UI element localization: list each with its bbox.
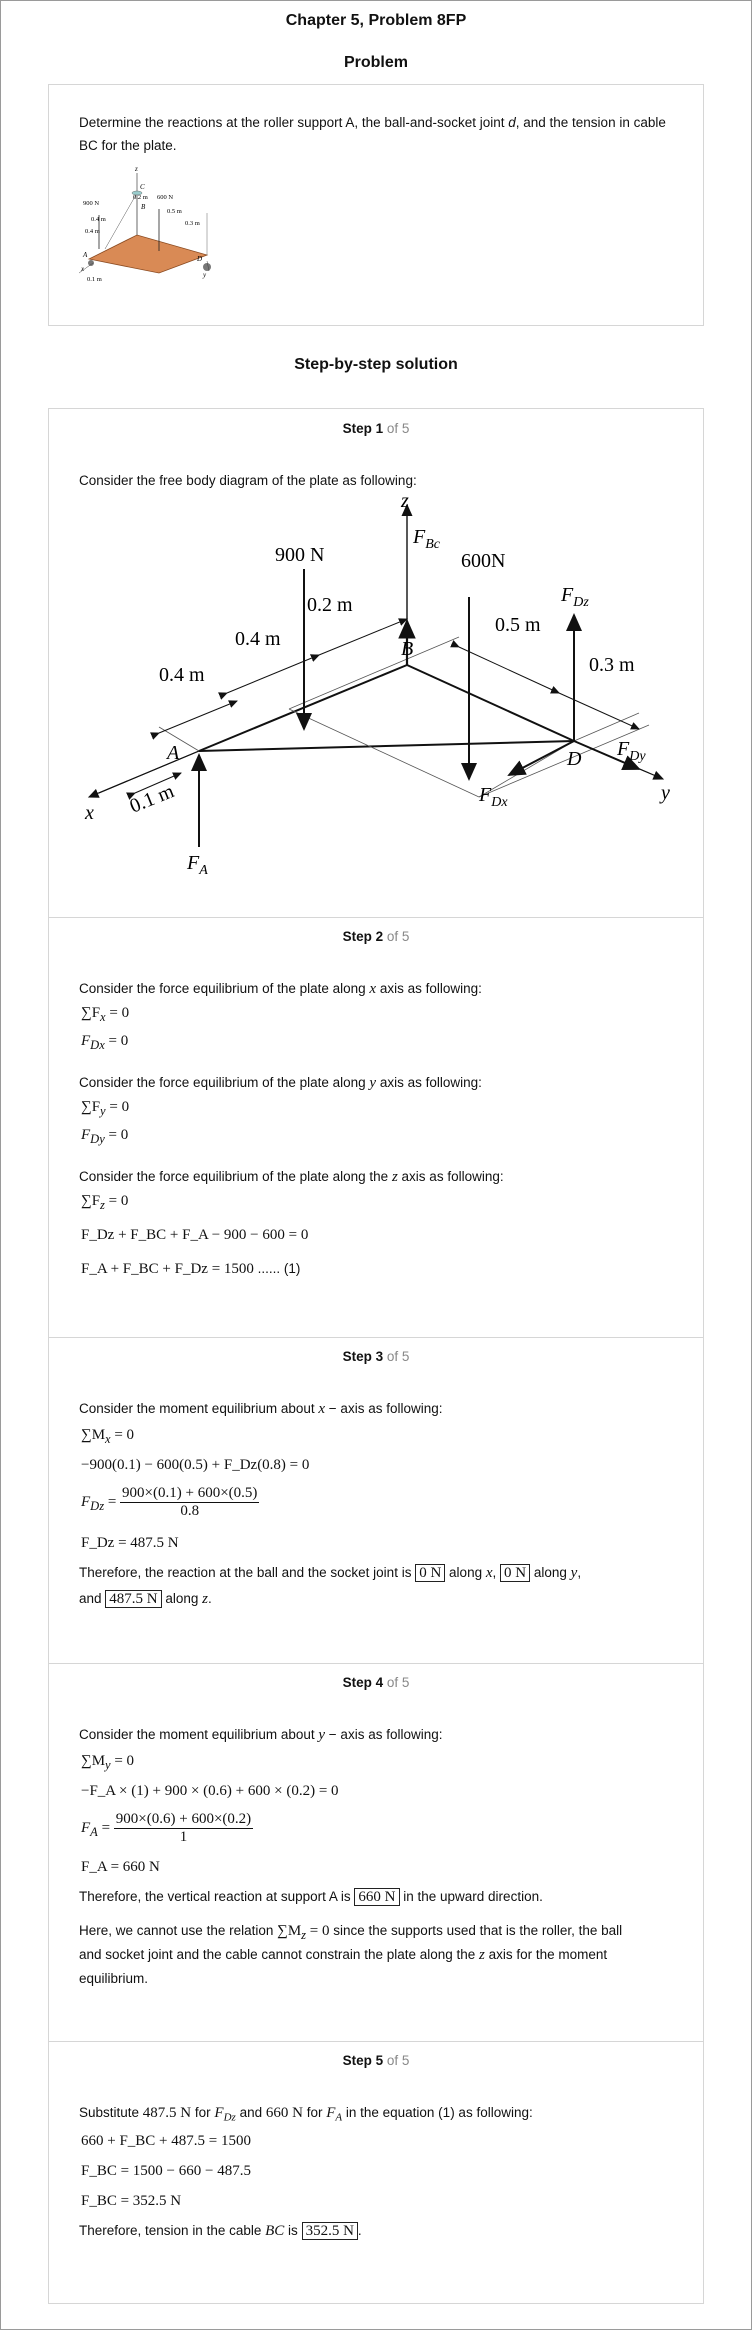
- answer-box-dy: 0 N: [500, 1564, 530, 1582]
- fbd-900: 900 N: [275, 544, 325, 566]
- step-2-eq-sum-fz: $\sum F_z = 0$: [81, 1193, 129, 1212]
- solution-box: [48, 408, 704, 2304]
- problem-heading: Problem: [343, 54, 408, 71]
- step-divider: [49, 1663, 703, 1664]
- step-3-eq-moment: −900(0.1) − 600(0.5) + F_Dz(0.8) = 0: [81, 1457, 310, 1473]
- fbd-fa: $F_A$: [187, 852, 208, 878]
- thumb-600: 600 N: [157, 194, 174, 201]
- step-4-eq-fraction: $F_A$ = $\frac{900\times(0.6) + 600\times(0.2)}{1}$: [81, 1811, 252, 1845]
- step-5-result-text: Therefore, tension in the cable BC is 352.5 N .: [79, 2223, 362, 2239]
- fbd-b: B: [401, 638, 414, 660]
- fbd-y: y: [661, 782, 670, 804]
- answer-box-dx: 0 N: [415, 1564, 445, 1582]
- fbd-01: 0.1 m: [126, 780, 178, 818]
- step-1-text: Consider the free body diagram of the plate as following:: [79, 473, 417, 488]
- step-5-eq-sub: 660 + F_BC + 487.5 = 1500: [81, 2133, 251, 2149]
- step-divider: [49, 2041, 703, 2042]
- step-2-text-y: Consider the force equilibrium of the plate along y axis as following:: [79, 1075, 482, 1091]
- step-2-eq-1: F_A + F_BC + F_Dz = 1500 ...... (1): [81, 1261, 301, 1277]
- step-4-note-text-3: equilibrium.: [79, 1971, 149, 1986]
- step-4-header: Step 4 of 5: [342, 1675, 410, 1690]
- fbd-04a: 0.4 m: [235, 628, 281, 650]
- step-5-eq-rearranged: F_BC = 1500 − 660 − 487.5: [81, 2163, 251, 2179]
- thumb-z: z: [135, 165, 138, 173]
- fbd-fdz: $F_{Dz}$: [561, 584, 589, 610]
- fbd-02: 0.2 m: [307, 594, 353, 616]
- step-4-eq-moment: −F_A × (1) + 900 × (0.6) + 600 × (0.2) = 0: [81, 1783, 339, 1799]
- fbd-fdx: $F_{Dx}$: [479, 784, 508, 810]
- fbd-04b: 0.4 m: [159, 664, 205, 686]
- step-divider: [49, 917, 703, 918]
- plate-shape: [89, 235, 207, 273]
- step-3-eq-fdz-result: F_Dz = 487.5 N: [81, 1535, 179, 1551]
- thumb-y: y: [203, 271, 207, 279]
- answer-box-fa: 660 N: [354, 1888, 399, 1906]
- fbd-z: z: [401, 490, 409, 512]
- step-2-eq-force-sum: F_Dz + F_BC + F_A − 900 − 600 = 0: [81, 1227, 309, 1243]
- step-2-eq-sum-fx: $\sum F_x = 0$: [81, 1005, 130, 1024]
- step-4-eq-sum-my: $\sum M_y = 0$: [81, 1753, 135, 1772]
- thumb-a: A: [83, 251, 88, 259]
- step-1-header: Step 1 of 5: [342, 421, 410, 436]
- fbd-a: A: [167, 742, 180, 764]
- fbd-600: 600N: [461, 550, 506, 572]
- fbd-05: 0.5 m: [495, 614, 541, 636]
- page-title: Chapter 5, Problem 8FP: [285, 12, 467, 29]
- problem-box: [48, 84, 704, 326]
- step-2-eq-fdx: $F_{Dx} = 0$: [81, 1033, 129, 1052]
- thumb-02: 0.2 m: [133, 194, 148, 201]
- step-2-eq-sum-fy: $\sum F_y = 0$: [81, 1099, 130, 1118]
- problem-text: Determine the reactions at the roller support A, the ball-and-socket joint d, and the tension in cable BC for the plate.: [79, 115, 666, 153]
- step-3-eq-sum-mx: $\sum M_x = 0$: [81, 1427, 135, 1446]
- step-2-text-x: Consider the force equilibrium of the plate along x axis as following:: [79, 981, 482, 997]
- fbd-d: D: [567, 748, 582, 770]
- fbd-x: x: [85, 802, 94, 824]
- thumb-b: B: [141, 203, 146, 211]
- thumb-04a: 0.4 m: [91, 216, 106, 223]
- step-3-result-text-2: and 487.5 N along z.: [79, 1591, 212, 1607]
- step-divider: [49, 1337, 703, 1338]
- answer-box-fbc: 352.5 N: [302, 2222, 358, 2240]
- step-2-header: Step 2 of 5: [342, 929, 410, 944]
- answer-box-dz: 487.5 N: [105, 1590, 161, 1608]
- thumb-03: 0.3 m: [185, 220, 200, 227]
- thumb-d: D: [197, 255, 203, 263]
- thumb-05: 0.5 m: [167, 208, 182, 215]
- thumb-c: C: [140, 183, 145, 191]
- fbd-03: 0.3 m: [589, 654, 635, 676]
- step-4-note-text-2: and socket joint and the cable cannot constrain the plate along the z axis for the moment: [79, 1947, 608, 1963]
- step-3-header: Step 3 of 5: [342, 1349, 410, 1364]
- step-5-text: Substitute 487.5 N for $F_{Dz}$ and 660 N for $F_A$ in the equation (1) as following:: [79, 2105, 533, 2124]
- fbd-fbc: $F_{Bc}$: [413, 526, 440, 552]
- step-3-result-text: Therefore, the reaction at the ball and the socket joint is 0 N along x, 0 N along y,: [79, 1565, 582, 1581]
- thumb-04b: 0.4 m: [85, 228, 100, 235]
- thumb-900: 900 N: [83, 200, 100, 207]
- thumb-01: 0.1 m: [87, 276, 102, 283]
- fbd-fdy: $F_{Dy}$: [617, 738, 646, 764]
- step-4-text: Consider the moment equilibrium about y − axis as following:: [79, 1727, 443, 1743]
- step-5-header: Step 5 of 5: [342, 2053, 410, 2068]
- free-body-diagram: [49, 490, 703, 878]
- problem-figure: [79, 163, 209, 283]
- step-5-eq-fbc-result: F_BC = 352.5 N: [81, 2193, 182, 2209]
- solution-heading: Step-by-step solution: [294, 356, 458, 373]
- step-4-result-text: Therefore, the vertical reaction at support A is 660 N in the upward direction.: [79, 1889, 543, 1905]
- step-4-note-text: Here, we cannot use the relation $\sum M_z = 0$ since the supports used that is the roller, the ball: [79, 1923, 623, 1942]
- step-2-text-z: Consider the force equilibrium of the plate along the z axis as following:: [79, 1169, 504, 1185]
- step-2-eq-fdy: $F_{Dy} = 0$: [81, 1127, 129, 1146]
- step-4-eq-fa-result: F_A = 660 N: [81, 1859, 160, 1875]
- thumb-x: x: [81, 265, 85, 273]
- step-3-eq-fraction: $F_{Dz}$ = $\frac{900\times(0.1) + 600\times(0.5)}{0.8}$: [81, 1485, 258, 1519]
- step-3-text: Consider the moment equilibrium about x − axis as following:: [79, 1401, 443, 1417]
